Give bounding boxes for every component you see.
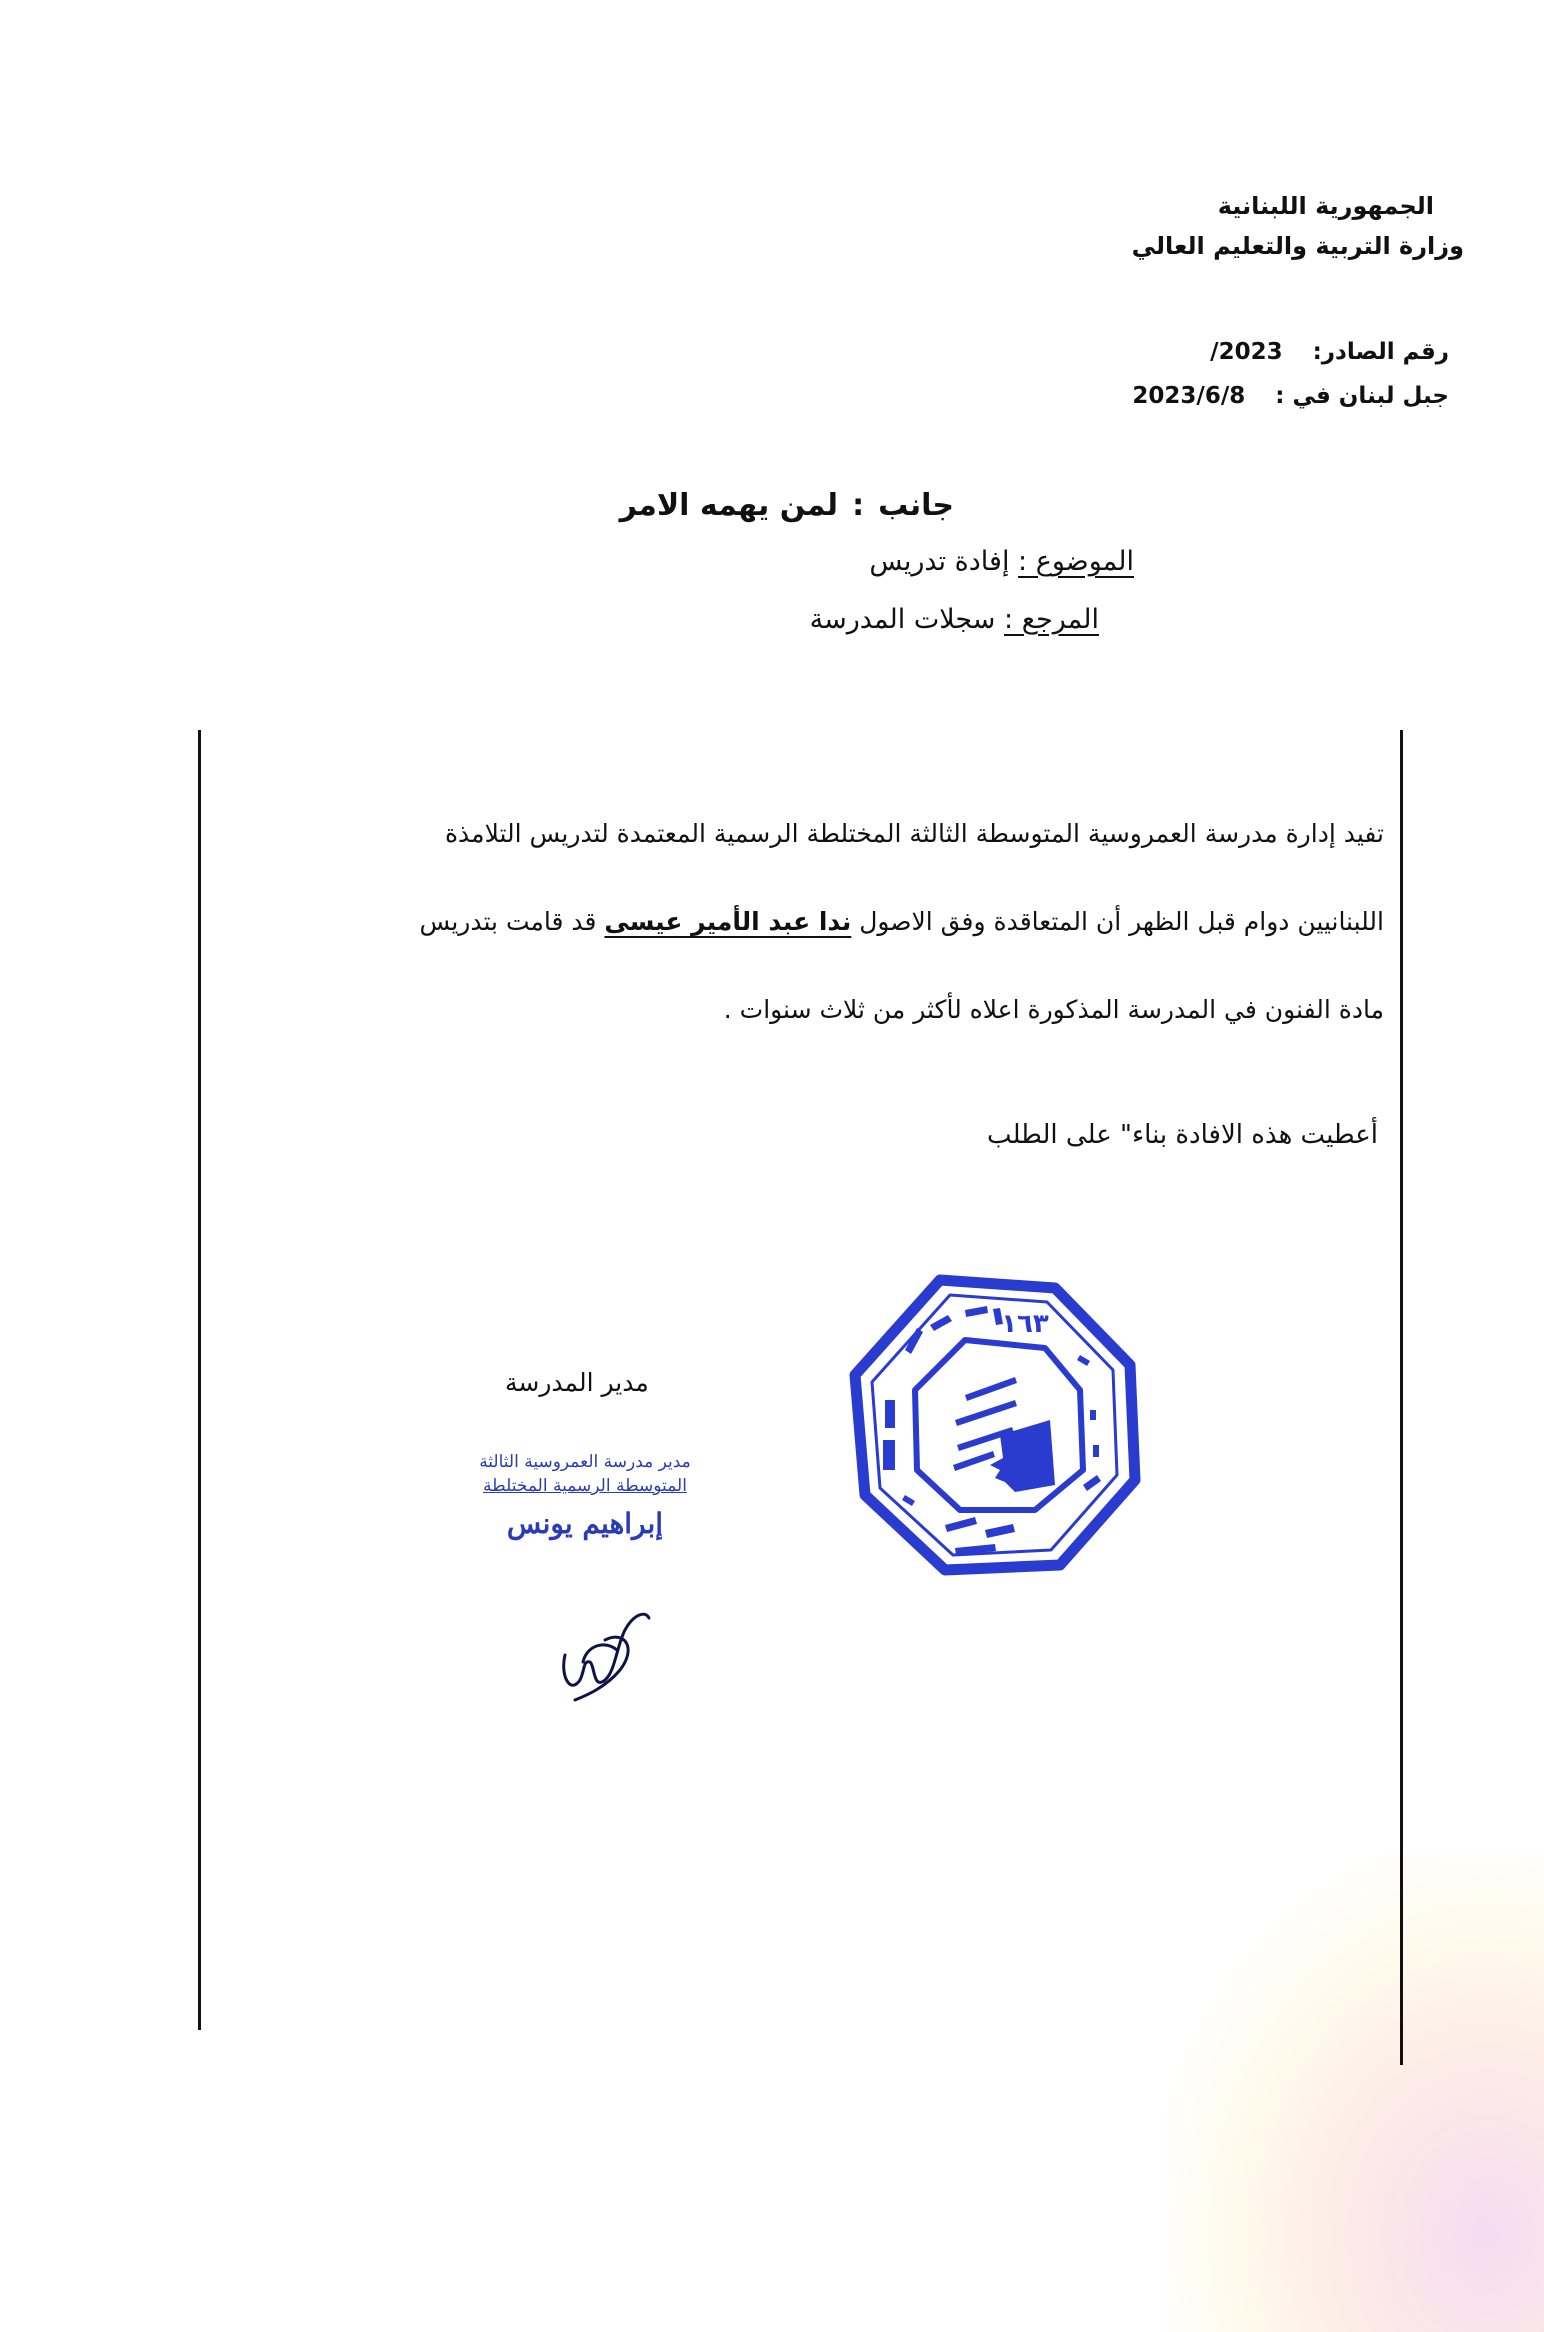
reference-source-line (810, 604, 1099, 635)
outgoing-number-label: رقم الصادر: (1312, 339, 1449, 365)
handwritten-signature (545, 1600, 655, 1710)
place-label: جبل لبنان في (1292, 383, 1449, 409)
seal-number: ١٦٣ (1001, 1309, 1049, 1339)
letterhead (1132, 186, 1464, 266)
reference-source-value: سجلات المدرسة (809, 604, 996, 635)
body-line-2 (304, 878, 1384, 966)
ministry-name: وزارة التربية والتعليم العالي (1131, 232, 1464, 260)
place-colon: : (1275, 383, 1285, 409)
right-margin-line (1400, 730, 1403, 2065)
reference-source-label: المرجع : (1004, 604, 1099, 635)
seal-center-border (915, 1340, 1083, 1510)
body-line-3: مادة الفنون في المدرسة المذكورة اعلاه لأكثر من ثلاث سنوات . (723, 995, 1384, 1024)
outgoing-number-value: /2023 (1210, 339, 1283, 365)
addressee-label: جانب (878, 488, 954, 523)
subject-value: إفادة تدريس (869, 546, 1010, 577)
director-name: إبراهيم يونس (506, 1507, 664, 1540)
addressee-line (620, 488, 954, 523)
director-name-stamp (420, 1450, 750, 1546)
left-margin-line (198, 730, 201, 2030)
addressee-colon: : (852, 488, 865, 523)
reference-block (1132, 330, 1449, 418)
certificate-body (304, 790, 1384, 1054)
director-title: مدير المدرسة (505, 1368, 649, 1397)
subject-line (869, 546, 1134, 577)
stamp-line-2: المتوسطة الرسمية المختلطة (483, 1476, 687, 1496)
seal-outer-border (855, 1280, 1135, 1570)
stamp-line-1: مدير مدرسة العمروسية الثالثة (479, 1452, 691, 1472)
issue-date: 2023/6/8 (1132, 383, 1246, 409)
seal-emblem (990, 1420, 1055, 1492)
subject-label: الموضوع : (1018, 546, 1134, 577)
closing-statement: أعطيت هذه الافادة بناء" على الطلب (987, 1120, 1378, 1150)
body-line-2-start: اللبنانيين دوام قبل الظهر أن المتعاقدة وفق الاصول (851, 907, 1384, 936)
body-line-1: تفيد إدارة مدرسة العمروسية المتوسطة الثالثة المختلطة الرسمية المعتمدة لتدريس التلامذة (444, 819, 1384, 848)
country-name: الجمهورية اللبنانية (1217, 192, 1434, 220)
addressee-value: لمن يهمه الامر (619, 488, 839, 523)
official-seal (845, 1270, 1145, 1580)
paper-discoloration (1164, 1852, 1544, 2332)
body-line-2-end: قد قامت بتدريس (419, 907, 605, 936)
teacher-name: ندا عبد الأمير عيسى (604, 907, 852, 936)
